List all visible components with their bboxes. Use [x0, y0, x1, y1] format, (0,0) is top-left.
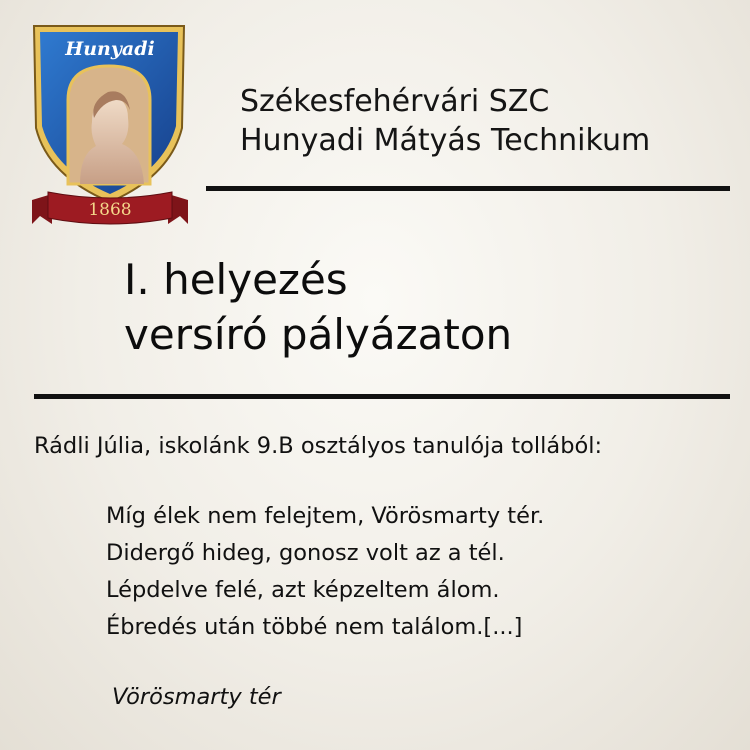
- award-headline: [124, 252, 512, 362]
- school-name-line1: Székesfehérvári SZC: [240, 84, 550, 119]
- school-name-line2: Hunyadi Mátyás Technikum: [240, 123, 651, 158]
- logo-name-text: Hunyadi: [65, 38, 155, 60]
- poem-excerpt: [106, 498, 544, 646]
- headline-line2: versíró pályázaton: [124, 310, 513, 359]
- poem-line: Míg élek nem felejtem, Vörösmarty tér.: [106, 503, 545, 529]
- poem-line: Ébredés után többé nem találom.[...]: [106, 614, 523, 640]
- author-intro: Rádli Júlia, iskolánk 9.B osztályos tanulója tollából:: [34, 433, 603, 459]
- logo-year-text: 1868: [88, 200, 132, 220]
- school-crest-logo: [30, 18, 190, 228]
- poem-line: Didergő hideg, gonosz volt az a tél.: [106, 540, 505, 566]
- headline-line1: I. helyezés: [124, 255, 348, 304]
- top-divider: [206, 186, 730, 191]
- bottom-divider: [34, 394, 730, 399]
- poem-line: Lépdelve felé, azt képzeltem álom.: [106, 577, 500, 603]
- poem-title: Vörösmarty tér: [112, 684, 281, 710]
- school-name: [240, 82, 650, 160]
